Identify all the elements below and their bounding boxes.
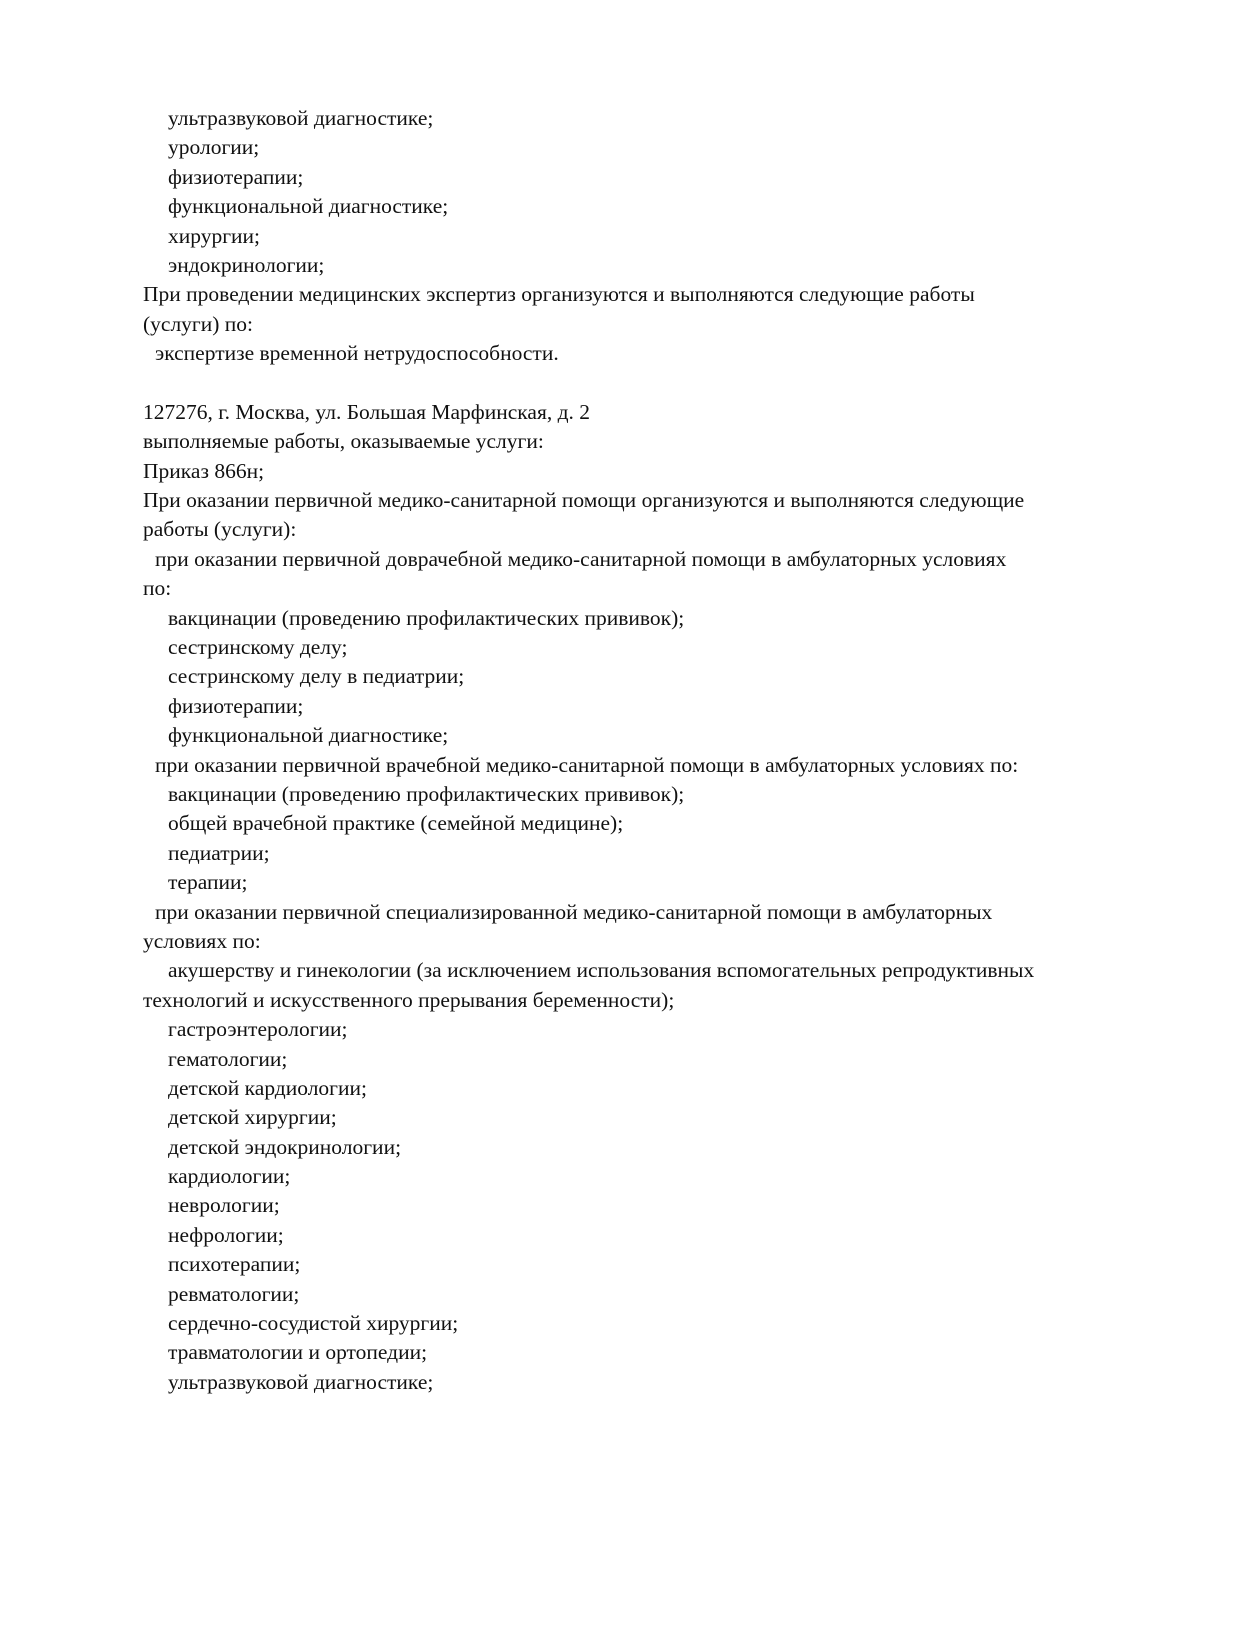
document-body xyxy=(143,104,1143,1397)
text-line: вакцинации (проведению профилактических прививок); xyxy=(168,605,685,630)
text-line: сестринскому делу в педиатрии; xyxy=(168,664,465,689)
text-line: общей врачебной практике (семейной медицине); xyxy=(168,811,624,836)
text-line: Приказ 866н; xyxy=(143,458,265,483)
text-line: неврологии; xyxy=(168,1193,280,1218)
text-line: условиях по: xyxy=(143,928,261,953)
text-line: сестринскому делу; xyxy=(168,635,348,660)
text-line: (услуги) по: xyxy=(143,311,254,336)
text-line: функциональной диагностике; xyxy=(168,194,449,219)
text-line: технологий и искусственного прерывания беременности); xyxy=(143,987,675,1012)
text-line: функциональной диагностике; xyxy=(168,723,449,748)
text-line: ультразвуковой диагностике; xyxy=(168,106,434,130)
text-line: детской эндокринологии; xyxy=(168,1134,402,1159)
text-line: детской хирургии; xyxy=(168,1105,337,1130)
text-line: ультразвуковой диагностике; xyxy=(168,1369,434,1394)
text-line: при оказании первичной специализированной медико-санитарной помощи в амбулаторных xyxy=(155,899,993,924)
text-line: детской кардиологии; xyxy=(168,1075,367,1100)
text-line: сердечно-сосудистой хирургии; xyxy=(168,1311,459,1336)
text-line: при оказании первичной доврачебной медико-санитарной помощи в амбулаторных условиях xyxy=(155,546,1007,571)
text-line: по: xyxy=(143,576,172,601)
text-line: эндокринологии; xyxy=(168,252,325,277)
text-line: при оказании первичной врачебной медико-санитарной помощи в амбулаторных условиях по: xyxy=(155,752,1019,777)
text-line: физиотерапии; xyxy=(168,164,304,189)
text-line: хирургии; xyxy=(168,223,261,248)
text-line: акушерству и гинекологии (за исключением использования вспомогательных репродуктивных xyxy=(168,958,1035,983)
text-line: терапии; xyxy=(168,870,248,895)
text-line: При проведении медицинских экспертиз организуются и выполняются следующие работы xyxy=(143,282,975,307)
text-line: гастроэнтерологии; xyxy=(168,1017,348,1042)
text-line: 127276, г. Москва, ул. Большая Марфинская, д. 2 xyxy=(143,399,591,424)
text-line: нефрологии; xyxy=(168,1222,284,1247)
text-line: кардиологии; xyxy=(168,1164,291,1189)
text-line: физиотерапии; xyxy=(168,693,304,718)
text-line: травматологии и ортопедии; xyxy=(168,1340,428,1365)
text-line: выполняемые работы, оказываемые услуги: xyxy=(143,429,544,454)
text-line: педиатрии; xyxy=(168,840,270,865)
text-line: психотерапии; xyxy=(168,1252,301,1277)
text-line: вакцинации (проведению профилактических прививок); xyxy=(168,781,685,806)
blank-line xyxy=(143,369,1143,398)
text-line: урологии; xyxy=(168,135,260,160)
text-line: гематологии; xyxy=(168,1046,288,1071)
text-line: При оказании первичной медико-санитарной помощи организуются и выполняются следующие xyxy=(143,488,1025,513)
text-line: экспертизе временной нетрудоспособности. xyxy=(155,341,559,366)
text-line: работы (услуги): xyxy=(143,517,297,542)
text-line: ревматологии; xyxy=(168,1281,300,1306)
